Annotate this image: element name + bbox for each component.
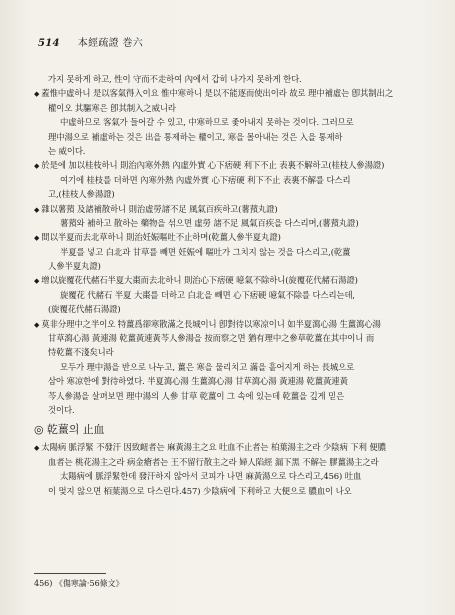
text-line: ◆ 增以旋覆花代赭石半夏大棗而去北하니 則治心下痞硬 噫氣不除하니(旋覆花代赭石湯證) bbox=[34, 273, 429, 287]
text-line: 모두가 理中湯을 반으로 나누고, 薑은 寒을 물리치고 滿을 흩어지게 하는 長城으로 bbox=[60, 361, 355, 372]
text-line: ◆ 蓋惟中虛하니 是以客氣得入이요 惟中寒하니 是以不能逐而使出이라 故로 理中補虛는 卽其制出之 bbox=[34, 86, 429, 100]
body-text bbox=[34, 72, 429, 498]
text-line: 것이다. bbox=[48, 404, 75, 415]
text-line: 中虛하므로 客氣가 들어갈 수 있고, 中寒하므로 좇아내지 못하는 것이다. 그러므로 bbox=[60, 117, 354, 128]
text-line: 權이오 其驅寒은 卽其制入之威니라 bbox=[48, 102, 176, 113]
text-line: ◆ 雜以薯蕷 及諸補散하니 則治虛勞諸不足 風氣百疾하고(薯蕷丸證) bbox=[34, 202, 429, 216]
text-line: 여기에 桂枝를 더하면 內寒外熱 內虛外實 心下痞硬 利下不止 表裏不解를 다스리 bbox=[60, 174, 351, 185]
text-line: ◆ 莫非分理中之半이오 特薑爲卻寒散滿之長城이니 卽對待以寒凉이니 如半夏瀉心湯 生薑瀉心湯 bbox=[34, 317, 429, 331]
book-title: 本經疏證 巻六 bbox=[77, 38, 144, 49]
text-line: 고,(桂枝人參湯證) bbox=[48, 189, 115, 200]
text-line: ◆ 間以半夏而去北草하니 則治妊娠嘔吐不止하며(乾薑人參半夏丸證) bbox=[34, 230, 429, 244]
page-number: 514 bbox=[38, 38, 60, 49]
text-line: 人參半夏丸證) bbox=[48, 261, 101, 272]
text-line: 甘草瀉心湯 黃連湯 乾薑黃連黃芩人參湯을 按而察之면 猶有理中之參草乾薑在其中이니 而 bbox=[48, 333, 375, 344]
text-line: 는 威이다. bbox=[48, 145, 86, 156]
text-line: 삼아 寒凉한에 對待하였다. 半夏瀉心湯 生薑瀉心湯 甘草瀉心湯 黃連湯 乾薑黃連黃 bbox=[48, 376, 348, 387]
footnote-divider bbox=[34, 573, 106, 574]
text-line: (旋覆花代赭石湯證) bbox=[48, 304, 121, 315]
text-line: ◆ 於是에 加以桂枝하니 則治內寒外熱 內虛外實 心下痞硬 利下不止 表裏不解하고(桂枝人參湯證) bbox=[34, 158, 429, 172]
text-line: 恃乾薑不淺矣니라 bbox=[48, 347, 114, 358]
footnote: 456) 《傷寒論·56條文》 bbox=[34, 579, 124, 588]
text-line: 半夏를 넣고 白北과 甘草를 빼면 妊娠에 嘔吐가 그치지 않는 것을 다스리고,(乾薑 bbox=[60, 246, 351, 257]
text-line: 旋覆花 代赭石 半夏 大棗를 더하고 白北을 빼면 心下痞硬 噫氣不除를 다스리는데, bbox=[60, 289, 355, 300]
text-line: 芩人參湯을 살펴보면 理中湯의 人參 甘草 乾薑이 그 속에 있는데 乾薑을 깊게 믿은 bbox=[48, 390, 345, 401]
text-line: 理中湯으로 補虛하는 것은 出을 통제하는 權이고, 寒을 몰아내는 것은 入을 통제하 bbox=[48, 131, 343, 142]
text-line: 太陽病에 脈浮緊한데 發汗하지 않아서 코피가 나면 麻黃湯으로 다스리고,456) 吐血 bbox=[60, 471, 362, 482]
text-line: 이 멎지 않으면 栢葉湯으로 다스린다.457) 少陰病에 下利하고 大便으로 膿血이 나오 bbox=[48, 485, 352, 496]
section-title: ◎ 乾薑의 止血 bbox=[34, 423, 105, 437]
text-line: 薯蕷와 補하고 散하는 藥物을 섞으면 虛勞 諸不足 風氣百疾을 다스리며,(薯蕷丸證) bbox=[60, 217, 359, 228]
text-line: 가지 못하게 하고, 性이 守而不走하여 內에서 갑히 나가지 못하게 한다. bbox=[48, 74, 302, 84]
text-line: 血者는 桃花湯主之라 病金瘡者는 王不留行散主之라 婦人陷經 漏下黑 不解는 膠薑湯主之라 bbox=[48, 456, 379, 467]
text-line: ◆ 太陽病 脈浮緊 不發汗 因致衄者는 麻黃湯主之요 吐血不止者는 柏葉湯主之라 少陰病 下利 便膿 bbox=[34, 440, 429, 454]
page-header bbox=[38, 34, 425, 49]
